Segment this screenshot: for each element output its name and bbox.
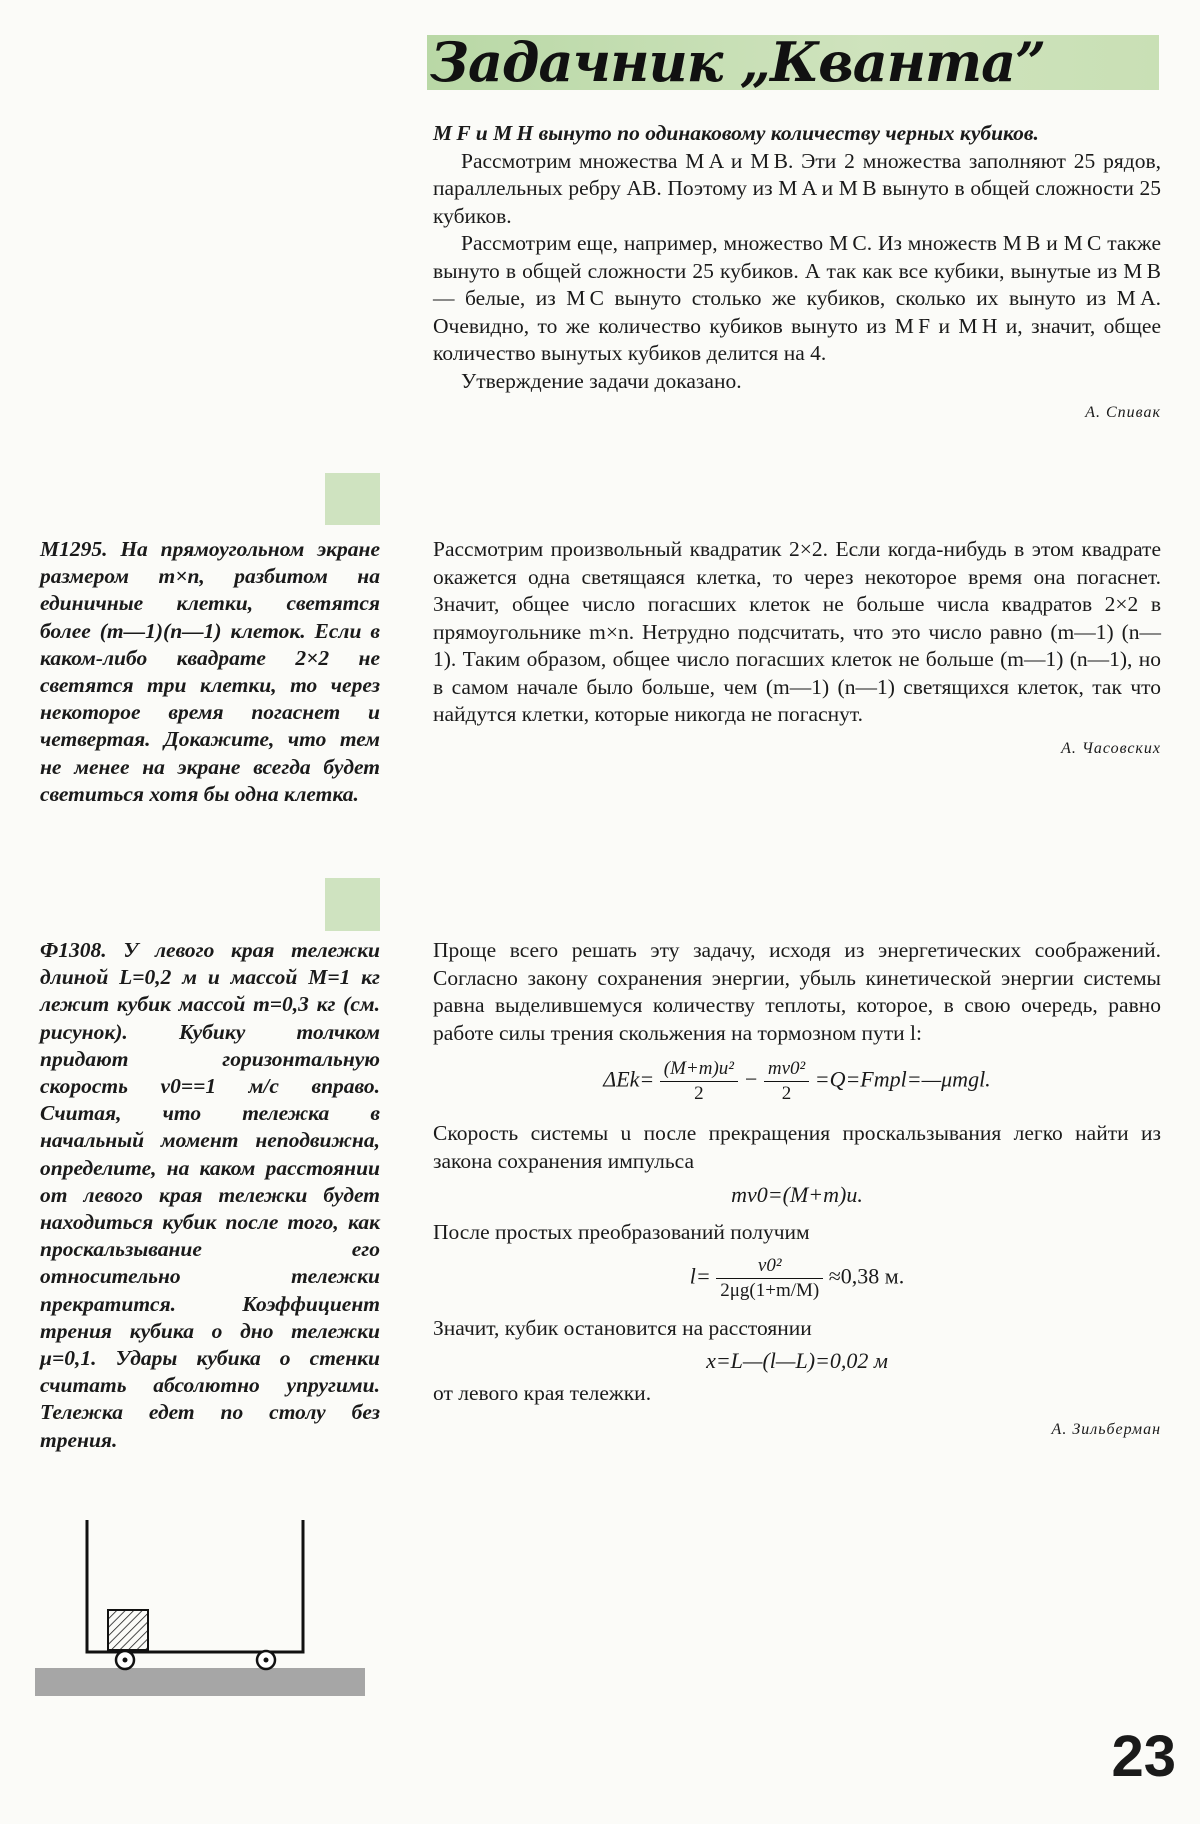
- continuation-paragraph-1: Рассмотрим множества M A и M B. Эти 2 множества заполняют 25 рядов, параллельных ребру AB. Поэтому из M A и M B вынуто в общей сложности 25 кубиков.: [433, 148, 1161, 228]
- continuation-paragraph-3: Утверждение задачи доказано.: [461, 368, 742, 393]
- energy-fraction-1-den: 2: [694, 1083, 704, 1104]
- energy-formula-rhs: =Q=Fтрl=—μmgl.: [814, 1066, 991, 1092]
- cart-wheel-right: [257, 1651, 275, 1669]
- solution-f1308-text-4: Значит, кубик остановится на расстоянии: [433, 1316, 812, 1340]
- energy-formula-minus: −: [743, 1066, 759, 1092]
- table-surface: [35, 1668, 365, 1696]
- solution-m1295-text: Рассмотрим произвольный квадратик 2×2. Если когда-нибудь в этом квадрате окажется одна светящаяся клетка, то через некоторое время она погаснет. Значит, общее число погасших клеток не больше числа квадратов 2×2 в прямоугольнике m×n. Нетрудно подсчитать, что это число равно (m—1) (n—1). Таким образом, общее число погасших клеток не больше (m—1) (n—1), но в самом начале было больше, чем (m—1) (n—1) светящихся клеток, так что найдутся клетки, которые никогда не погаснут.: [433, 537, 1161, 726]
- cart-wheel-left: [116, 1651, 134, 1669]
- solution-f1308-text-1: Проще всего решать эту задачу, исходя из энергетических соображений. Согласно закону сохранения энергии, убыль кинетической энергии системы равна выделившемуся количеству теплоты, которое, в свою очередь, равно работе силы трения скольжения на тормозном пути l:: [433, 938, 1161, 1045]
- position-formula: x=L—(l—L)=0,02 м: [706, 1347, 888, 1373]
- section-marker: [325, 473, 380, 525]
- solution-f1308-author: А. Зильберман: [1051, 1420, 1161, 1438]
- energy-fraction-2-num: mv0²: [764, 1057, 809, 1082]
- continuation-lead: M F и M H вынуто по одинаковому количеству черных кубиков.: [433, 121, 1039, 145]
- cube: [108, 1610, 148, 1650]
- solution-f1308-text-5: от левого края тележки.: [433, 1381, 652, 1405]
- continuation-block: [433, 120, 1161, 427]
- distance-fraction: [716, 1254, 823, 1303]
- problem-f1308-solution: [433, 937, 1161, 1443]
- continuation-paragraph-2: Рассмотрим еще, например, множество M C. Из множеств M B и M C также вынуто в общей сложности 25 кубиков. А так как все кубики, вынутые из M B — белые, из M C вынуто столько же кубиков, сколько их вынуто из M A. Очевидно, то же количество кубиков вынуто из M F и M H и, значит, общее количество вынутых кубиков делится на 4.: [433, 231, 1161, 365]
- energy-fraction-1-num: (M+m)u²: [660, 1057, 738, 1082]
- distance-fraction-den: 2μg(1+m/M): [720, 1280, 820, 1301]
- energy-fraction-1: [660, 1057, 738, 1106]
- solution-f1308-text-2: Скорость системы u после прекращения проскальзывания легко найти из закона сохранения импульса: [433, 1121, 1161, 1173]
- distance-formula-rhs: ≈0,38 м.: [828, 1263, 905, 1289]
- section-marker: [325, 878, 380, 931]
- energy-fraction-2-den: 2: [781, 1083, 792, 1104]
- distance-formula: [433, 1254, 1161, 1303]
- problem-m1295-statement: М1295. На прямоугольном экране размером m×n, разбитом на единичные клетки, светятся более (m—1)(n—1) клеток. Если в каком-либо квадрате 2×2 не светятся три клетки, то через некоторое время погаснет и четвертая. Докажите, что тем не менее на экране всегда будет светиться хотя бы одна клетка.: [40, 537, 380, 806]
- page-header-title: Задачник „Кванта”: [430, 30, 1046, 94]
- energy-formula-lhs: ΔEk=: [603, 1066, 655, 1092]
- page-number: 23: [1111, 1724, 1176, 1789]
- continuation-author: А. Спивак: [1085, 404, 1161, 421]
- momentum-formula: mv0=(M+m)u.: [731, 1182, 863, 1207]
- distance-formula-lhs: l=: [689, 1263, 711, 1289]
- problem-m1295-solution: [433, 536, 1161, 762]
- solution-f1308-text-3: После простых преобразований получим: [433, 1219, 810, 1244]
- cart-diagram: [30, 1510, 370, 1700]
- problem-f1308-statement: Ф1308. У левого края тележки длиной L=0,2 м и массой M=1 кг лежит кубик массой m=0,3 кг (см. рисунок). Кубику толчком придают горизонтальную скорость v0==1 м/с вправо. Считая, что тележка в начальный момент неподвижна, определите, на каком расстоянии от левого края тележки будет находиться кубик после того, как проскальзывание его относительно тележки прекратится. Коэффициент трения кубика о дно тележки μ=0,1. Удары кубика о стенки считать абсолютно упругими. Тележка едет по столу без трения.: [40, 938, 380, 1452]
- distance-fraction-num: v0²: [716, 1254, 823, 1279]
- energy-formula: [433, 1057, 1161, 1106]
- energy-fraction-2: [764, 1057, 809, 1106]
- solution-m1295-author: А. Часовских: [1061, 739, 1161, 757]
